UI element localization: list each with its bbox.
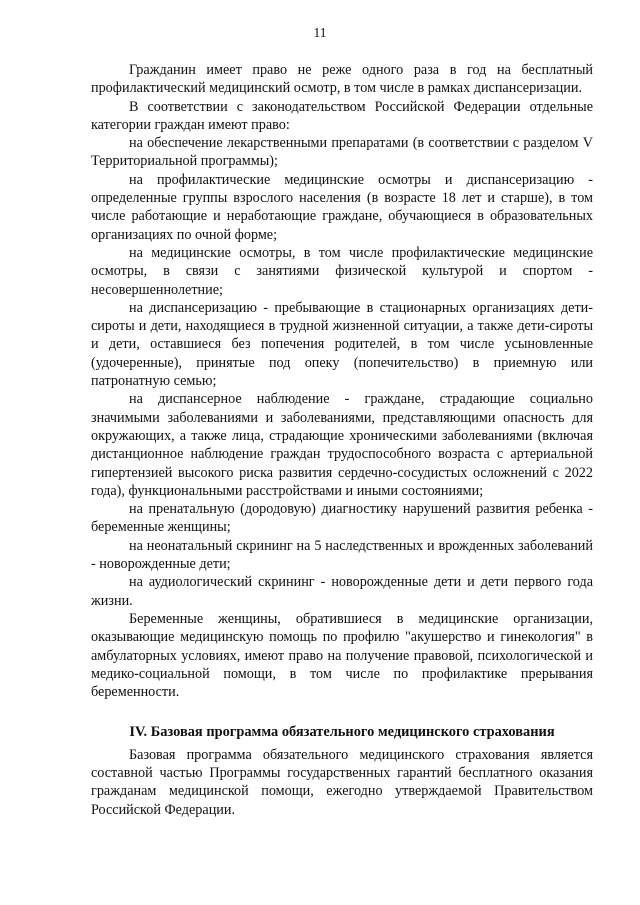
paragraph-medicines: на обеспечение лекарственными препаратами (в соответствии с разделом V Территориальной программы); <box>91 135 593 170</box>
paragraph-categories-intro: В соответствии с законодательством Российской Федерации отдельные категории граждан имеют право: <box>91 98 593 133</box>
document-body <box>91 61 593 819</box>
paragraph-basic-program: Базовая программа обязательного медицинского страхования является составной частью Программы государственных гарантий бесплатного оказания гражданам медицинской помощи, ежегодно утверждаемой Правительством Российской Федерации. <box>91 746 593 818</box>
paragraph-preventive-exams: на профилактические медицинские осмотры и диспансеризацию - определенные группы взрослого населения (в возрасте 18 лет и старше), в том числе работающие и неработающие граждане, обучающиеся в образовательных организациях по очной форме; <box>91 171 593 243</box>
paragraph-neonatal-screening: на неонатальный скрининг на 5 наследственных и врожденных заболеваний - новорожденные дети; <box>91 537 593 573</box>
paragraph-dispensary-observation: на диспансерное наблюдение - граждане, страдающие социально значимыми заболеваниями и заболеваниями, представляющими опасность для окружающих, а также лица, страдающие хроническими заболеваниями (включая дистанционное наблюдение граждан трудоспособного возраста с артериальной гипертензией высокого риска развития сердечно-сосудистых осложнений с 2022 года), функциональными расстройствами и иными состояниями; <box>91 391 593 499</box>
paragraph-sports-exams: на медицинские осмотры, в том числе профилактические медицинские осмотры, в связи с занятиями физической культурой и спортом - несовершеннолетние; <box>91 244 593 298</box>
paragraph-orphans-dispensary: на диспансеризацию - пребывающие в стационарных организациях дети-сироты и дети, находящиеся в трудной жизненной ситуации, а также дети-сироты и дети, оставшиеся без попечения родителей, в том числе усыновленные (удочеренные), принятые под опеку (попечительство) в приемную или патронатную семью; <box>91 299 593 390</box>
paragraph-audiological-screening: на аудиологический скрининг - новорожденные дети и дети первого года жизни. <box>91 574 593 609</box>
paragraph-pregnant-women: Беременные женщины, обратившиеся в медицинские организации, оказывающие медицинскую помощь по профилю "акушерство и гинекология" в амбулаторных условиях, имеют право на получение правовой, психологической и медико-социальной помощи, в том числе по профилактике прерывания беременности. <box>91 610 593 701</box>
section-heading: IV. Базовая программа обязательного медицинского страхования <box>129 724 555 741</box>
paragraph-prenatal-diagnostics: на пренатальную (дородовую) диагностику нарушений развития ребенка - беременные женщины; <box>91 501 593 536</box>
page-number: 11 <box>313 25 327 40</box>
paragraph-right-to-checkup: Гражданин имеет право не реже одного раза в год на бесплатный профилактический медицинский осмотр, в том числе в рамках диспансеризации. <box>91 62 593 97</box>
